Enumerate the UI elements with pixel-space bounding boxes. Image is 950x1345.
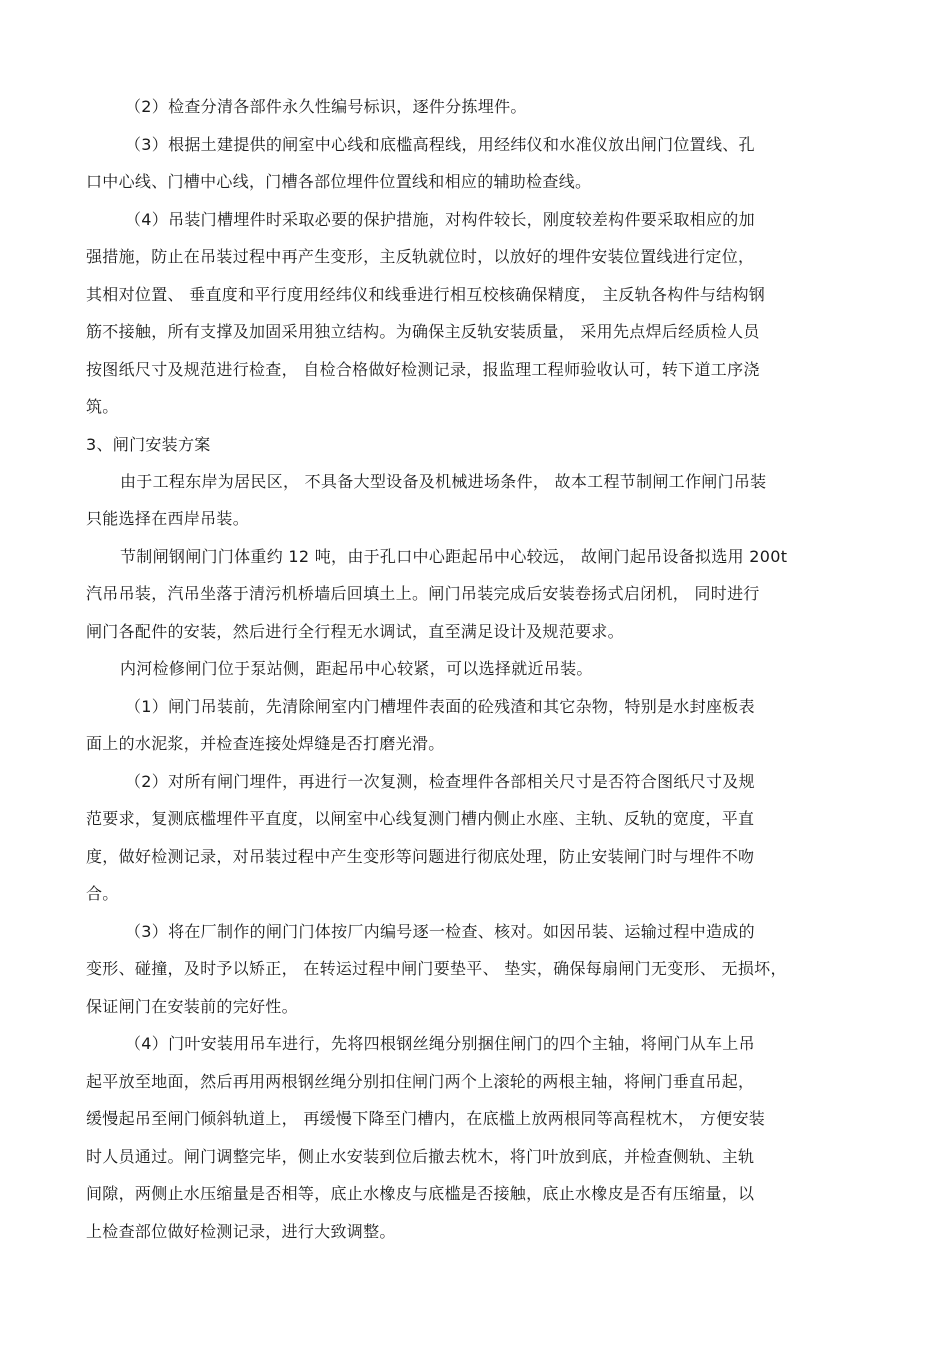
text-line: 只能选择在西岸吊装。 bbox=[86, 509, 250, 528]
section-heading: 3、闸门安装方案 bbox=[86, 435, 211, 454]
text-line: （2）检查分清各部件永久性编号标识，逐件分拣埋件。 bbox=[125, 97, 527, 116]
text-line: 缓慢起吊至闸门倾斜轨道上， 再缓慢下降至门槽内，在底槛上放两根同等高程枕木， 方便安装 bbox=[86, 1109, 766, 1128]
text-line: 内河检修闸门位于泵站侧，距起吊中心较紧，可以选择就近吊装。 bbox=[120, 659, 593, 678]
text-line: 范要求，复测底槛埋件平直度，以闸室中心线复测门槽内侧止水座、主轨、反轨的宽度，平直 bbox=[86, 809, 755, 828]
text-line: （1）闸门吊装前，先清除闸室内门槽埋件表面的砼残渣和其它杂物，特别是水封座板表 bbox=[125, 697, 755, 716]
text-line: 闸门各配件的安装，然后进行全行程无水调试，直至满足设计及规范要求。 bbox=[86, 622, 624, 641]
text-line: 强措施，防止在吊装过程中再产生变形，主反轨就位时，以放好的埋件安装位置线进行定位， bbox=[86, 247, 755, 266]
text-line: 时人员通过。闸门调整完毕，侧止水安装到位后撤去枕木，将门叶放到底，并检查侧轨、主轨 bbox=[86, 1147, 755, 1166]
text-line: 口中心线、门槽中心线，门槽各部位埋件位置线和相应的辅助检查线。 bbox=[86, 172, 592, 191]
text-line: 面上的水泥浆，并检查连接处焊缝是否打磨光滑。 bbox=[86, 734, 445, 753]
text-line: （4）门叶安装用吊车进行，先将四根钢丝绳分别捆住闸门的四个主轴，将闸门从车上吊 bbox=[125, 1034, 755, 1053]
text-line: 其相对位置、 垂直度和平行度用经纬仪和线垂进行相互校核确保精度， 主反轨各构件与结构钢 bbox=[86, 285, 766, 304]
text-line: （3）根据土建提供的闸室中心线和底槛高程线，用经纬仪和水准仪放出闸门位置线、孔 bbox=[125, 135, 755, 154]
text-line: 汽吊吊装，汽吊坐落于清污机桥墙后回填土上。闸门吊装完成后安装卷扬式启闭机， 同时进行 bbox=[86, 584, 760, 603]
text-line: 保证闸门在安装前的完好性。 bbox=[86, 997, 298, 1016]
text-line: 起平放至地面，然后再用两根钢丝绳分别扣住闸门两个上滚轮的两根主轴，将闸门垂直吊起， bbox=[86, 1072, 755, 1091]
text-line: 按图纸尺寸及规范进行检查， 自检合格做好检测记录，报监理工程师验收认可，转下道工序浇 bbox=[86, 360, 760, 379]
text-line: 由于工程东岸为居民区， 不具备大型设备及机械进场条件， 故本工程节制闸工作闸门吊装 bbox=[120, 472, 767, 491]
text-line: 筑。 bbox=[86, 397, 119, 416]
text-line: 度，做好检测记录，对吊装过程中产生变形等问题进行彻底处理，防止安装闸门时与埋件不吻 bbox=[86, 847, 755, 866]
text-line: （4）吊装门槽埋件时采取必要的保护措施，对构件较长，刚度较差构件要采取相应的加 bbox=[125, 210, 755, 229]
text-line: 变形、碰撞，及时予以矫正， 在转运过程中闸门要垫平、 垫实，确保每扇闸门无变形、 无损坏， bbox=[86, 959, 787, 978]
text-line: 上检查部位做好检测记录，进行大致调整。 bbox=[86, 1222, 396, 1241]
text-line: （3）将在厂制作的闸门门体按厂内编号逐一检查、核对。如因吊装、运输过程中造成的 bbox=[125, 922, 755, 941]
text-line: 间隙，两侧止水压缩量是否相等，底止水橡皮与底槛是否接触，底止水橡皮是否有压缩量，以 bbox=[86, 1184, 755, 1203]
text-line: 筋不接触，所有支撑及加固采用独立结构。为确保主反轨安装质量， 采用先点焊后经质检人员 bbox=[86, 322, 760, 341]
text-line: 节制闸钢闸门门体重约 12 吨，由于孔口中心距起吊中心较远， 故闸门起吊设备拟选用 200t bbox=[120, 547, 788, 566]
text-line: （2）对所有闸门埋件，再进行一次复测，检查埋件各部相关尺寸是否符合图纸尺寸及规 bbox=[125, 772, 755, 791]
text-line: 合。 bbox=[86, 884, 119, 903]
